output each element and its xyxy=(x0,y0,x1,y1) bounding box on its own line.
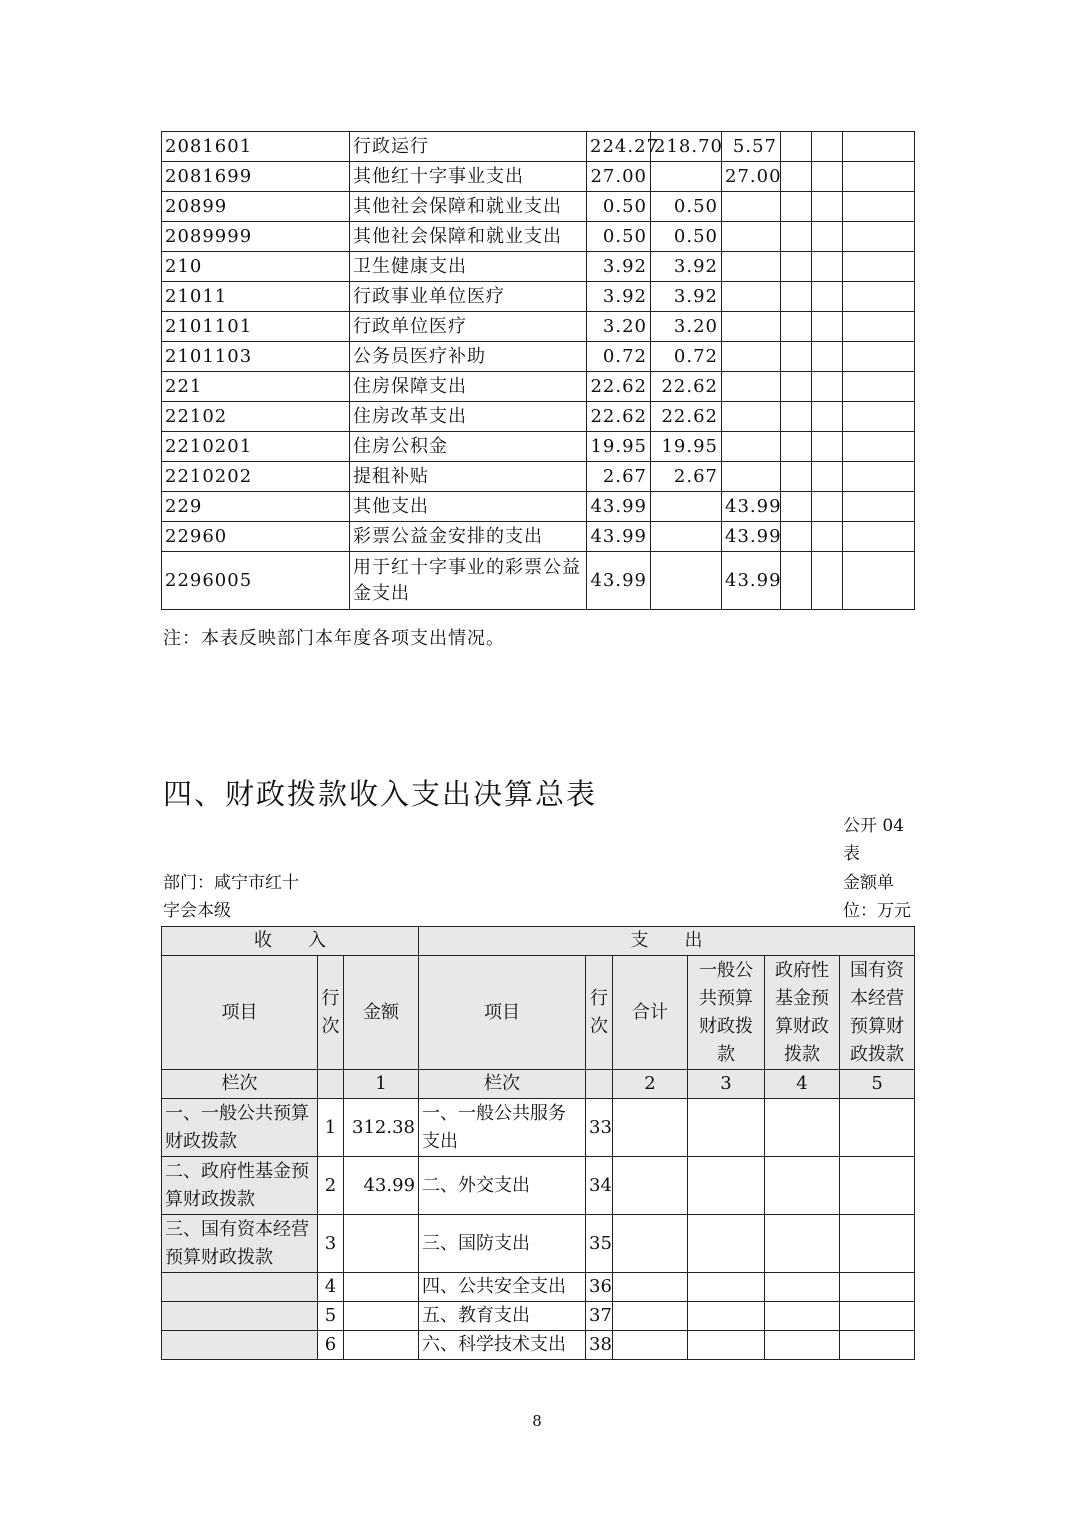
empty-cell xyxy=(765,1215,840,1273)
empty-cell xyxy=(843,492,915,522)
expense-line-no: 33 xyxy=(586,1099,613,1157)
department-label: 部门：咸宁市红十 xyxy=(163,873,299,893)
total-cell: 3.20 xyxy=(587,312,651,342)
empty-cell xyxy=(812,402,843,432)
total-cell: 3.92 xyxy=(587,252,651,282)
total-cell: 43.99 xyxy=(587,552,651,610)
code-cell: 2296005 xyxy=(162,552,350,610)
project-cell xyxy=(722,372,781,402)
table-row xyxy=(162,222,915,252)
code-cell: 229 xyxy=(162,492,350,522)
table-id: 公开 04 xyxy=(843,816,905,836)
unit-label: 金额单 xyxy=(843,873,894,893)
income-line-no: 1 xyxy=(318,1099,344,1157)
table-row xyxy=(162,552,915,610)
code-cell: 22960 xyxy=(162,522,350,552)
basic-cell: 0.72 xyxy=(651,342,722,372)
expense-line-no: 34 xyxy=(586,1157,613,1215)
table-row xyxy=(162,132,915,162)
basic-cell: 3.92 xyxy=(651,252,722,282)
table-row xyxy=(162,192,915,222)
column-index: 2 xyxy=(613,1070,688,1099)
table-id-suffix: 表 xyxy=(843,844,860,864)
project-cell xyxy=(722,432,781,462)
expenditure-table xyxy=(161,131,915,610)
total-cell: 43.99 xyxy=(587,492,651,522)
code-cell: 2081699 xyxy=(162,162,350,192)
project-cell xyxy=(722,462,781,492)
empty-cell xyxy=(812,522,843,552)
empty-cell xyxy=(840,1331,915,1360)
name-cell: 提租补贴 xyxy=(350,462,587,492)
expense-item: 五、教育支出 xyxy=(419,1302,586,1331)
page-number: 8 xyxy=(532,1412,542,1430)
column-index: 5 xyxy=(840,1070,915,1099)
empty-cell xyxy=(812,192,843,222)
empty-cell xyxy=(613,1215,688,1273)
empty-cell xyxy=(688,1302,765,1331)
empty-cell xyxy=(781,162,812,192)
income-amount: 312.38 xyxy=(344,1099,419,1157)
table-row xyxy=(162,312,915,342)
empty-cell xyxy=(781,132,812,162)
name-cell: 行政运行 xyxy=(350,132,587,162)
column-index: 4 xyxy=(765,1070,840,1099)
empty-cell xyxy=(765,1273,840,1302)
expense-line-no: 36 xyxy=(586,1273,613,1302)
empty-cell xyxy=(843,312,915,342)
project-cell: 43.99 xyxy=(722,522,781,552)
empty-cell xyxy=(613,1273,688,1302)
empty-cell xyxy=(781,402,812,432)
name-cell: 公务员医疗补助 xyxy=(350,342,587,372)
empty-cell xyxy=(840,1273,915,1302)
name-cell: 住房公积金 xyxy=(350,432,587,462)
table-row xyxy=(162,402,915,432)
empty-cell xyxy=(781,282,812,312)
empty-cell xyxy=(765,1302,840,1331)
empty-cell xyxy=(688,1331,765,1360)
empty-cell xyxy=(613,1099,688,1157)
header-row xyxy=(162,956,915,1070)
table-row xyxy=(162,372,915,402)
code-cell: 20899 xyxy=(162,192,350,222)
project-cell xyxy=(722,252,781,282)
expense-item: 六、科学技术支出 xyxy=(419,1331,586,1360)
income-line-no: 4 xyxy=(318,1273,344,1302)
basic-cell: 218.70 xyxy=(651,132,722,162)
name-cell: 其他社会保障和就业支出 xyxy=(350,222,587,252)
table-row xyxy=(162,342,915,372)
income-item: 三、国有资本经营预算财政拨款 xyxy=(162,1215,318,1273)
expense-item: 四、公共安全支出 xyxy=(419,1273,586,1302)
income-line-no-header: 行次 xyxy=(318,956,344,1070)
empty-cell xyxy=(812,252,843,282)
table-row xyxy=(162,432,915,462)
empty-cell xyxy=(781,372,812,402)
empty-cell xyxy=(840,1157,915,1215)
empty-cell xyxy=(765,1157,840,1215)
project-cell: 43.99 xyxy=(722,492,781,522)
empty-cell xyxy=(843,132,915,162)
empty-cell xyxy=(781,222,812,252)
empty-cell xyxy=(613,1302,688,1331)
income-amount xyxy=(344,1273,419,1302)
expense-item-header: 项目 xyxy=(419,956,586,1070)
empty-cell xyxy=(843,552,915,610)
basic-cell: 2.67 xyxy=(651,462,722,492)
basic-cell xyxy=(651,162,722,192)
code-cell: 2210201 xyxy=(162,432,350,462)
empty-cell xyxy=(812,372,843,402)
column-index-label: 栏次 xyxy=(419,1070,586,1099)
empty-cell xyxy=(781,552,812,610)
table-row xyxy=(162,1302,915,1331)
project-cell: 27.00 xyxy=(722,162,781,192)
name-cell: 住房保障支出 xyxy=(350,372,587,402)
income-amount xyxy=(344,1331,419,1360)
name-cell: 其他支出 xyxy=(350,492,587,522)
name-cell: 行政单位医疗 xyxy=(350,312,587,342)
unit-label-cont: 位：万元 xyxy=(843,901,911,921)
income-amount xyxy=(344,1302,419,1331)
department-label-cont: 字会本级 xyxy=(163,901,231,921)
project-cell: 43.99 xyxy=(722,552,781,610)
total-cell: 0.50 xyxy=(587,222,651,252)
empty-cell xyxy=(843,432,915,462)
total-cell: 22.62 xyxy=(587,372,651,402)
table-row xyxy=(162,522,915,552)
empty-cell xyxy=(840,1099,915,1157)
income-line-no: 3 xyxy=(318,1215,344,1273)
code-cell: 21011 xyxy=(162,282,350,312)
empty-cell xyxy=(586,1070,613,1099)
table-row xyxy=(162,1157,915,1215)
total-cell: 224.27 xyxy=(587,132,651,162)
empty-cell xyxy=(613,1157,688,1215)
empty-cell xyxy=(765,1099,840,1157)
empty-cell xyxy=(781,522,812,552)
empty-cell xyxy=(840,1302,915,1331)
basic-cell: 0.50 xyxy=(651,192,722,222)
project-cell xyxy=(722,402,781,432)
empty-cell xyxy=(812,222,843,252)
name-cell: 用于红十字事业的彩票公益金支出 xyxy=(350,552,587,610)
code-cell: 210 xyxy=(162,252,350,282)
table-row xyxy=(162,1099,915,1157)
total-cell: 0.50 xyxy=(587,192,651,222)
empty-cell xyxy=(812,282,843,312)
table-row xyxy=(162,1331,915,1360)
column-index-row xyxy=(162,1070,915,1099)
table-row xyxy=(162,162,915,192)
income-item: 一、一般公共预算财政拨款 xyxy=(162,1099,318,1157)
empty-cell xyxy=(781,432,812,462)
empty-cell xyxy=(812,312,843,342)
total-cell: 2.67 xyxy=(587,462,651,492)
column-index-label: 栏次 xyxy=(162,1070,318,1099)
empty-cell xyxy=(843,162,915,192)
project-cell xyxy=(722,192,781,222)
section-title: 四、财政拨款收入支出决算总表 xyxy=(163,777,598,811)
basic-cell xyxy=(651,522,722,552)
empty-cell xyxy=(318,1070,344,1099)
empty-cell xyxy=(843,282,915,312)
empty-cell xyxy=(765,1331,840,1360)
name-cell: 行政事业单位医疗 xyxy=(350,282,587,312)
code-cell: 2210202 xyxy=(162,462,350,492)
table-row xyxy=(162,252,915,282)
empty-cell xyxy=(781,192,812,222)
table-row xyxy=(162,492,915,522)
code-cell: 2089999 xyxy=(162,222,350,252)
empty-cell xyxy=(812,432,843,462)
name-cell: 其他红十字事业支出 xyxy=(350,162,587,192)
table-row xyxy=(162,1215,915,1273)
income-amount xyxy=(344,1215,419,1273)
table-row xyxy=(162,1273,915,1302)
empty-cell xyxy=(812,492,843,522)
total-header: 合计 xyxy=(613,956,688,1070)
project-cell xyxy=(722,282,781,312)
expense-line-no: 37 xyxy=(586,1302,613,1331)
empty-cell xyxy=(781,462,812,492)
empty-cell xyxy=(688,1157,765,1215)
empty-cell xyxy=(688,1273,765,1302)
column-index: 3 xyxy=(688,1070,765,1099)
expense-item: 二、外交支出 xyxy=(419,1157,586,1215)
appropriation-summary-table xyxy=(161,926,915,1360)
empty-cell xyxy=(812,162,843,192)
column-index: 1 xyxy=(344,1070,419,1099)
name-cell: 卫生健康支出 xyxy=(350,252,587,282)
income-line-no: 6 xyxy=(318,1331,344,1360)
empty-cell xyxy=(812,342,843,372)
code-cell: 221 xyxy=(162,372,350,402)
name-cell: 住房改革支出 xyxy=(350,402,587,432)
income-item xyxy=(162,1302,318,1331)
total-cell: 27.00 xyxy=(587,162,651,192)
table-note: 注：本表反映部门本年度各项支出情况。 xyxy=(163,628,505,649)
empty-cell xyxy=(781,252,812,282)
empty-cell xyxy=(812,132,843,162)
expense-line-no: 35 xyxy=(586,1215,613,1273)
project-cell xyxy=(722,222,781,252)
empty-cell xyxy=(781,492,812,522)
income-line-no: 5 xyxy=(318,1302,344,1331)
income-line-no: 2 xyxy=(318,1157,344,1215)
basic-cell: 22.62 xyxy=(651,372,722,402)
empty-cell xyxy=(781,342,812,372)
income-item xyxy=(162,1273,318,1302)
name-cell: 彩票公益金安排的支出 xyxy=(350,522,587,552)
empty-cell xyxy=(843,342,915,372)
income-header: 收 入 xyxy=(162,927,419,956)
project-cell xyxy=(722,312,781,342)
basic-cell: 3.92 xyxy=(651,282,722,312)
empty-cell xyxy=(843,372,915,402)
total-cell: 3.92 xyxy=(587,282,651,312)
empty-cell xyxy=(781,312,812,342)
income-amount: 43.99 xyxy=(344,1157,419,1215)
name-cell: 其他社会保障和就业支出 xyxy=(350,192,587,222)
empty-cell xyxy=(843,222,915,252)
empty-cell xyxy=(688,1099,765,1157)
basic-cell xyxy=(651,552,722,610)
income-item-header: 项目 xyxy=(162,956,318,1070)
total-cell: 22.62 xyxy=(587,402,651,432)
code-cell: 22102 xyxy=(162,402,350,432)
project-cell xyxy=(722,342,781,372)
empty-cell xyxy=(843,522,915,552)
empty-cell xyxy=(843,402,915,432)
expense-line-no-header: 行次 xyxy=(586,956,613,1070)
empty-cell xyxy=(843,252,915,282)
state-capital-header: 国有资本经营预算财政拨款 xyxy=(840,956,915,1070)
code-cell: 2101101 xyxy=(162,312,350,342)
basic-cell: 22.62 xyxy=(651,402,722,432)
expense-item: 一、一般公共服务支出 xyxy=(419,1099,586,1157)
code-cell: 2081601 xyxy=(162,132,350,162)
total-cell: 43.99 xyxy=(587,522,651,552)
basic-cell xyxy=(651,492,722,522)
income-item xyxy=(162,1331,318,1360)
basic-cell: 19.95 xyxy=(651,432,722,462)
empty-cell xyxy=(812,552,843,610)
expense-item: 三、国防支出 xyxy=(419,1215,586,1273)
empty-cell xyxy=(688,1215,765,1273)
empty-cell xyxy=(812,462,843,492)
header-row xyxy=(162,927,915,956)
income-item: 二、政府性基金预算财政拨款 xyxy=(162,1157,318,1215)
empty-cell xyxy=(840,1215,915,1273)
project-cell: 5.57 xyxy=(722,132,781,162)
basic-cell: 0.50 xyxy=(651,222,722,252)
expense-header: 支 出 xyxy=(419,927,915,956)
fund-budget-header: 政府性基金预算财政拨款 xyxy=(765,956,840,1070)
general-budget-header: 一般公共预算财政拨款 xyxy=(688,956,765,1070)
table-row xyxy=(162,462,915,492)
expense-line-no: 38 xyxy=(586,1331,613,1360)
empty-cell xyxy=(843,462,915,492)
table-row xyxy=(162,282,915,312)
basic-cell: 3.20 xyxy=(651,312,722,342)
income-amount-header: 金额 xyxy=(344,956,419,1070)
total-cell: 19.95 xyxy=(587,432,651,462)
empty-cell xyxy=(613,1331,688,1360)
code-cell: 2101103 xyxy=(162,342,350,372)
total-cell: 0.72 xyxy=(587,342,651,372)
empty-cell xyxy=(843,192,915,222)
